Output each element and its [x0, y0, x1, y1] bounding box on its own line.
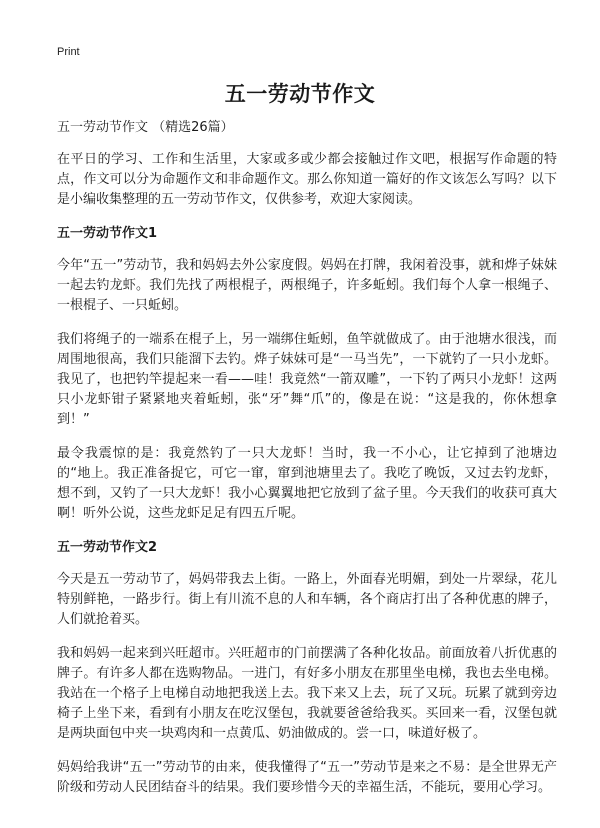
section-heading: 五一劳动节作文1: [57, 226, 158, 241]
section-paragraph: 妈妈给我讲“五一”劳动节的由来，使我懂得了“五一”劳动节是来之不易：是全世界无产阶级和劳动人民团结奋斗的结果。我们要珍惜今天的幸福生活，不能玩，要用心学习。: [57, 760, 557, 795]
article-body: [57, 118, 557, 812]
section-paragraph: 我和妈妈一起来到兴旺超市。兴旺超市的门前摆满了各种化妆品。前面放着八折优惠的牌子。有许多人都在选购物品。一进门，有好多小朋友在那里坐电梯，我也去坐电梯。我站在一个格子上电梯自动地把我送上去。我下来又上去，玩了又玩。玩累了就到旁边椅子上坐下来，看到有小朋友在吃汉堡包，我就要爸爸给我买。买回来一看，汉堡包就是两块面包中夹一块鸡肉和一点黄瓜、奶油做成的。尝一口，味道好极了。: [57, 646, 557, 741]
section-paragraph: 我们将绳子的一端系在棍子上，另一端绑住蚯蚓，鱼竿就做成了。由于池塘水很浅，而周围地很高，我们只能溜下去钓。烨子妹妹可是“一马当先”，一下就钓了一只小龙虾。我见了，也把钓竿提起来一看——哇！我竟然“一箭双雕”，一下钓了两只小龙虾！这两只小龙虾钳子紧紧地夹着蚯蚓，张“牙”舞“爪”的，像是在说：“这是我的，你休想拿到！”: [57, 332, 557, 427]
section-heading: 五一劳动节作文2: [57, 540, 158, 555]
intro-paragraph: 在平日的学习、工作和生活里，大家或多或少都会接触过作文吧，根据写作命题的特点，作文可以分为命题作文和非命题作文。那么你知道一篇好的作文该怎么写吗？以下是小编收集整理的五一劳动节作文，仅供参考，欢迎大家阅读。: [57, 152, 557, 207]
article-subtitle: 五一劳动节作文 （精选26篇）: [57, 120, 234, 135]
print-link[interactable]: Print: [57, 46, 80, 58]
section-paragraph: 今天是五一劳动节了，妈妈带我去上街。一路上，外面春光明媚，到处一片翠绿，花儿特别鲜艳，一路步行。街上有川流不息的人和车辆，各个商店打出了各种优惠的牌子，人们就抢着买。: [57, 572, 557, 627]
page-title: 五一劳动节作文: [224, 82, 376, 106]
section-paragraph: 今年“五一”劳动节，我和妈妈去外公家度假。妈妈在打牌，我闲着没事，就和烨子妹妹一起去钓龙虾。我们先找了两根棍子，两根绳子，许多蚯蚓。我们每个人拿一根绳子、一根棍子、一只蚯蚓。: [57, 258, 557, 313]
section-paragraph: 最令我震惊的是：我竟然钓了一只大龙虾！当时，我一不小心，让它掉到了池塘边的“地上。我正准备捉它，可它一窜，窜到池塘里去了。我吃了晚饭，又过去钓龙虾，想不到，又钓了一只大龙虾！我小心翼翼地把它放到了盆子里。今天我们的收获可真大啊！听外公说，这些龙虾足足有四五斤呢。: [57, 446, 557, 521]
